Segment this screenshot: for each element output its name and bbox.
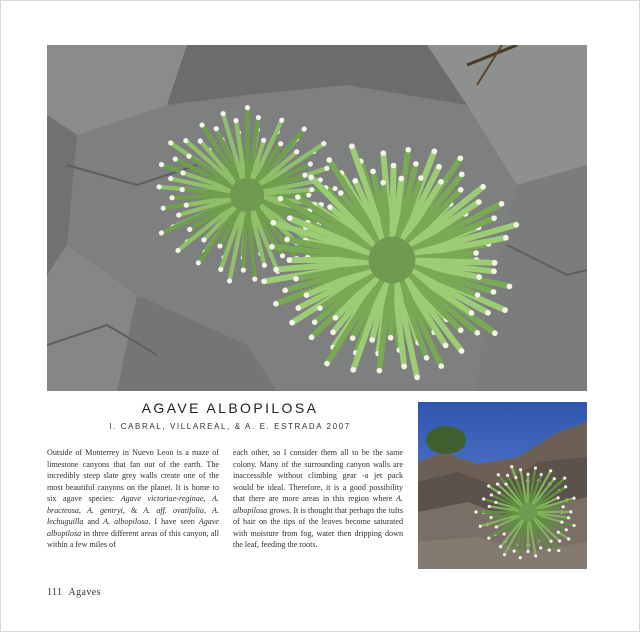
body-text: . I have seen xyxy=(148,517,199,526)
body-text: , xyxy=(203,505,213,515)
page-number: 111 xyxy=(47,587,63,598)
body-text: , xyxy=(78,505,87,515)
body-text: , & xyxy=(122,505,144,515)
body-text: Outside of Monterrey in Nuevo Leon is a maze of limestone canyons that fan out of the earth. The incredibly steep slate grey walls create one of the most beautiful canyons on the planet. It is home to six agave species: xyxy=(47,448,219,503)
body-text: in three different areas of this canyon, all within a few miles of xyxy=(47,528,219,549)
agave-rosette-illustration xyxy=(47,45,587,391)
page-footer xyxy=(47,587,101,598)
body-column-left xyxy=(47,447,219,551)
agave-photo-main xyxy=(47,45,587,391)
species-name: A. albopilosa xyxy=(233,494,403,515)
species-name: A. gentryi xyxy=(86,505,123,515)
species-name: Agave albopilosa xyxy=(47,517,220,538)
body-text: each other, so I consider them all to be the same colony. Many of the surrounding canyon walls are inaccessible without climbing gear -a jet pack would be ideal. Therefore, it is a good possibility that there are more areas in this region where xyxy=(233,448,403,503)
species-name: A. albopilosa xyxy=(103,517,149,526)
section-name: Agaves xyxy=(68,587,101,598)
habitat-illustration xyxy=(418,402,587,569)
body-text: and xyxy=(83,517,104,526)
paragraph xyxy=(47,447,219,551)
article-authors: I. CABRAL, VILLAREAL, & A. E. ESTRADA 2007 xyxy=(109,422,351,431)
species-name: A. aff. ovatifolia xyxy=(143,505,204,515)
species-name: Agave victoriae-reginae xyxy=(120,494,204,503)
article-title: AGAVE ALBOPILOSA xyxy=(141,400,319,416)
species-name: A. lechuguilla xyxy=(47,505,219,526)
body-column-right xyxy=(233,447,403,551)
body-text: grows. It is thought that perhaps the tufts of hair on the tips of the leaves become saturated with moisture from fog, water then dripping down the leaf, feeding the roots. xyxy=(233,505,403,549)
agave-habitat-photo xyxy=(418,402,587,569)
paragraph xyxy=(233,447,403,551)
species-name: A. bracteosa xyxy=(47,494,220,515)
body-text: , xyxy=(203,494,213,503)
